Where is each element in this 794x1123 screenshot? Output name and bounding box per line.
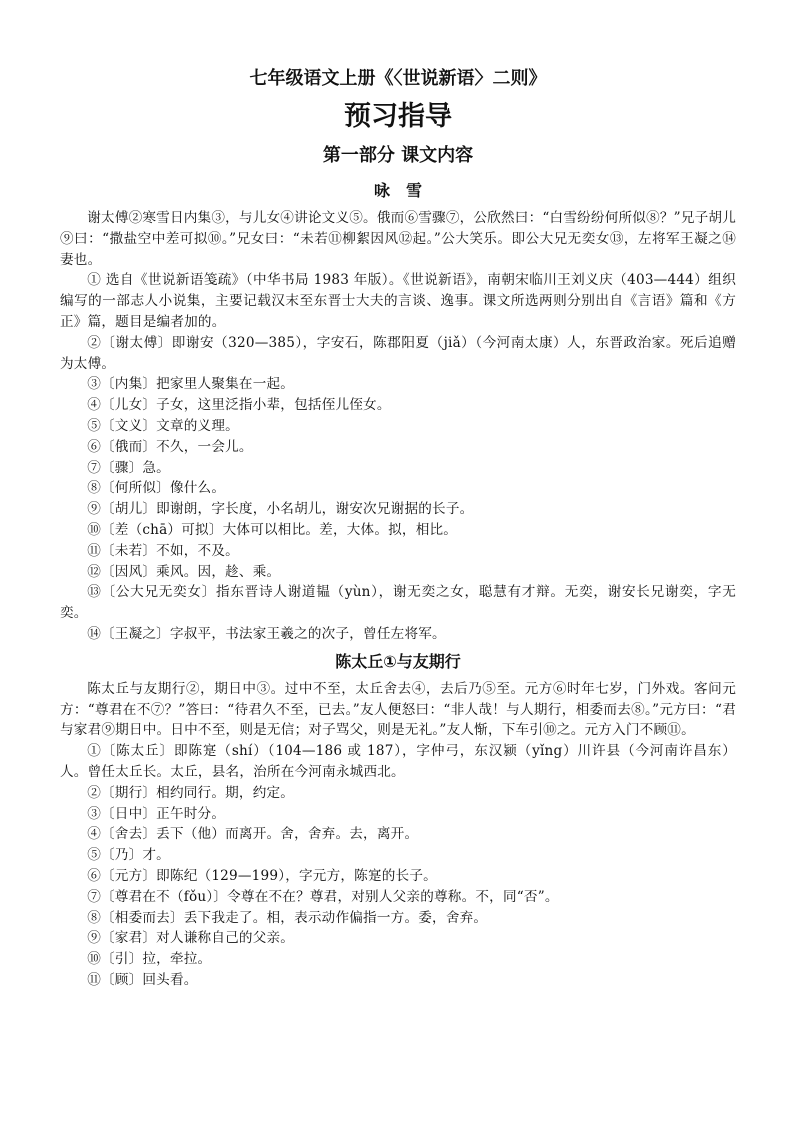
note-item: ④〔舍去〕丢下（他）而离开。舍，舍弃。去，离开。 xyxy=(87,826,419,843)
note-item: ⑤〔乃〕才。 xyxy=(87,847,170,864)
note-item: ⑨〔胡儿〕即谢朗，字长度，小名胡儿，谢安次兄谢据的长子。 xyxy=(87,501,474,518)
note-item: ⑪〔未若〕不如，不及。 xyxy=(87,542,239,559)
section2-title: 陈太丘①与友期行 xyxy=(335,651,461,671)
note-item: ⑪〔顾〕回头看。 xyxy=(87,971,198,988)
section1-title: 咏 雪 xyxy=(373,181,422,200)
note-item: ⑫〔因风〕乘风。因，趁、乘。 xyxy=(87,563,281,580)
note-item: ⑬〔公大兄无奕女〕指东晋诗人谢道韫（yùn），谢无奕之女，聪慧有才辩。无奕，谢安长兄谢奕，字无奕。 xyxy=(60,584,736,622)
section1-text: 谢太傅②寒雪日内集③，与儿女④讲论文义⑤。俄而⑥雪骤⑦，公欣然曰：“白雪纷纷何所似⑧？”兄子胡儿⑨曰：“撒盐空中差可拟⑩。”兄女曰：“未若⑪柳絮因风⑫起。”公大笑乐。即公大兄无奕女⑬，左将军王凝之⑭妻也。 xyxy=(60,210,736,268)
note-item: ⑧〔相委而去〕丢下我走了。相，表示动作偏指一方。委，舍弃。 xyxy=(87,909,488,926)
note-item: ②〔期行〕相约同行。期，约定。 xyxy=(87,784,295,801)
note-item: ⑧〔何所似〕像什么。 xyxy=(87,480,226,497)
note-item: ⑦〔尊君在不（fǒu）〕令尊在不在？尊君，对别人父亲的尊称。不，同“否”。 xyxy=(87,888,559,905)
main-title: 预习指导 xyxy=(344,101,452,132)
note-item: ④〔儿女〕子女，这里泛指小辈，包括侄儿侄女。 xyxy=(87,397,391,414)
document-title: 七年级语文上册《〈世说新语〉二则》 xyxy=(249,68,547,89)
part-title: 第一部分 课文内容 xyxy=(322,145,474,166)
note-item: ③〔日中〕正午时分。 xyxy=(87,805,226,822)
section2-notes xyxy=(60,741,736,991)
note-item: ⑤〔文义〕文章的义理。 xyxy=(87,417,239,434)
note-item: ③〔内集〕把家里人聚集在一起。 xyxy=(87,376,295,393)
note-item: ②〔谢太傅〕即谢安（320—385），字安石，陈郡阳夏（jiǎ）（今河南太康）人，东晋政治家。死后追赠为太傅。 xyxy=(60,334,736,372)
note-item: ① 选自《世说新语笺疏》（中华书局 1983 年版）。《世说新语》，南朝宋临川王刘义庆（403—444）组织编写的一部志人小说集，主要记载汉末至东晋士大夫的言谈、逸事。课文所选两则分别出自《言语》篇和《方正》篇，题目是编者加的。 xyxy=(60,272,736,330)
note-item: ⑭〔王凝之〕字叔平，书法家王羲之的次子，曾任左将军。 xyxy=(87,625,446,642)
section2-text: 陈太丘与友期行②，期日中③。过中不至，太丘舍去④，去后乃⑤至。元方⑥时年七岁，门外戏。客问元方：“尊君在不⑦？”答曰：“待君久不至，已去。”友人便怒曰：“非人哉！与人期行，相委而去⑧。”元方曰：“君与家君⑨期日中。日中不至，则是无信；对子骂父，则是无礼。”友人惭，下车引⑩之。元方入门不顾⑪。 xyxy=(60,680,736,739)
note-item: ⑩〔差（chā）可拟〕大体可以相比。差，大体。拟，相比。 xyxy=(87,521,458,538)
note-item: ⑥〔元方〕即陈纪（129—199），字元方，陈寔的长子。 xyxy=(87,867,437,884)
note-item: ⑦〔骤〕急。 xyxy=(87,459,170,476)
note-item: ⑩〔引〕拉，牵拉。 xyxy=(87,951,212,968)
note-item: ⑥〔俄而〕不久，一会儿。 xyxy=(87,438,253,455)
document-page xyxy=(60,66,736,991)
note-item: ①〔陈太丘〕即陈寔（shí）（104—186 或 187），字仲弓，东汉颍（yǐng）川许县（今河南许昌东）人。曾任太丘长。太丘，县名，治所在今河南永城西北。 xyxy=(60,743,736,780)
note-item: ⑨〔家君〕对人谦称自己的父亲。 xyxy=(87,930,295,947)
section1-notes xyxy=(60,270,736,644)
